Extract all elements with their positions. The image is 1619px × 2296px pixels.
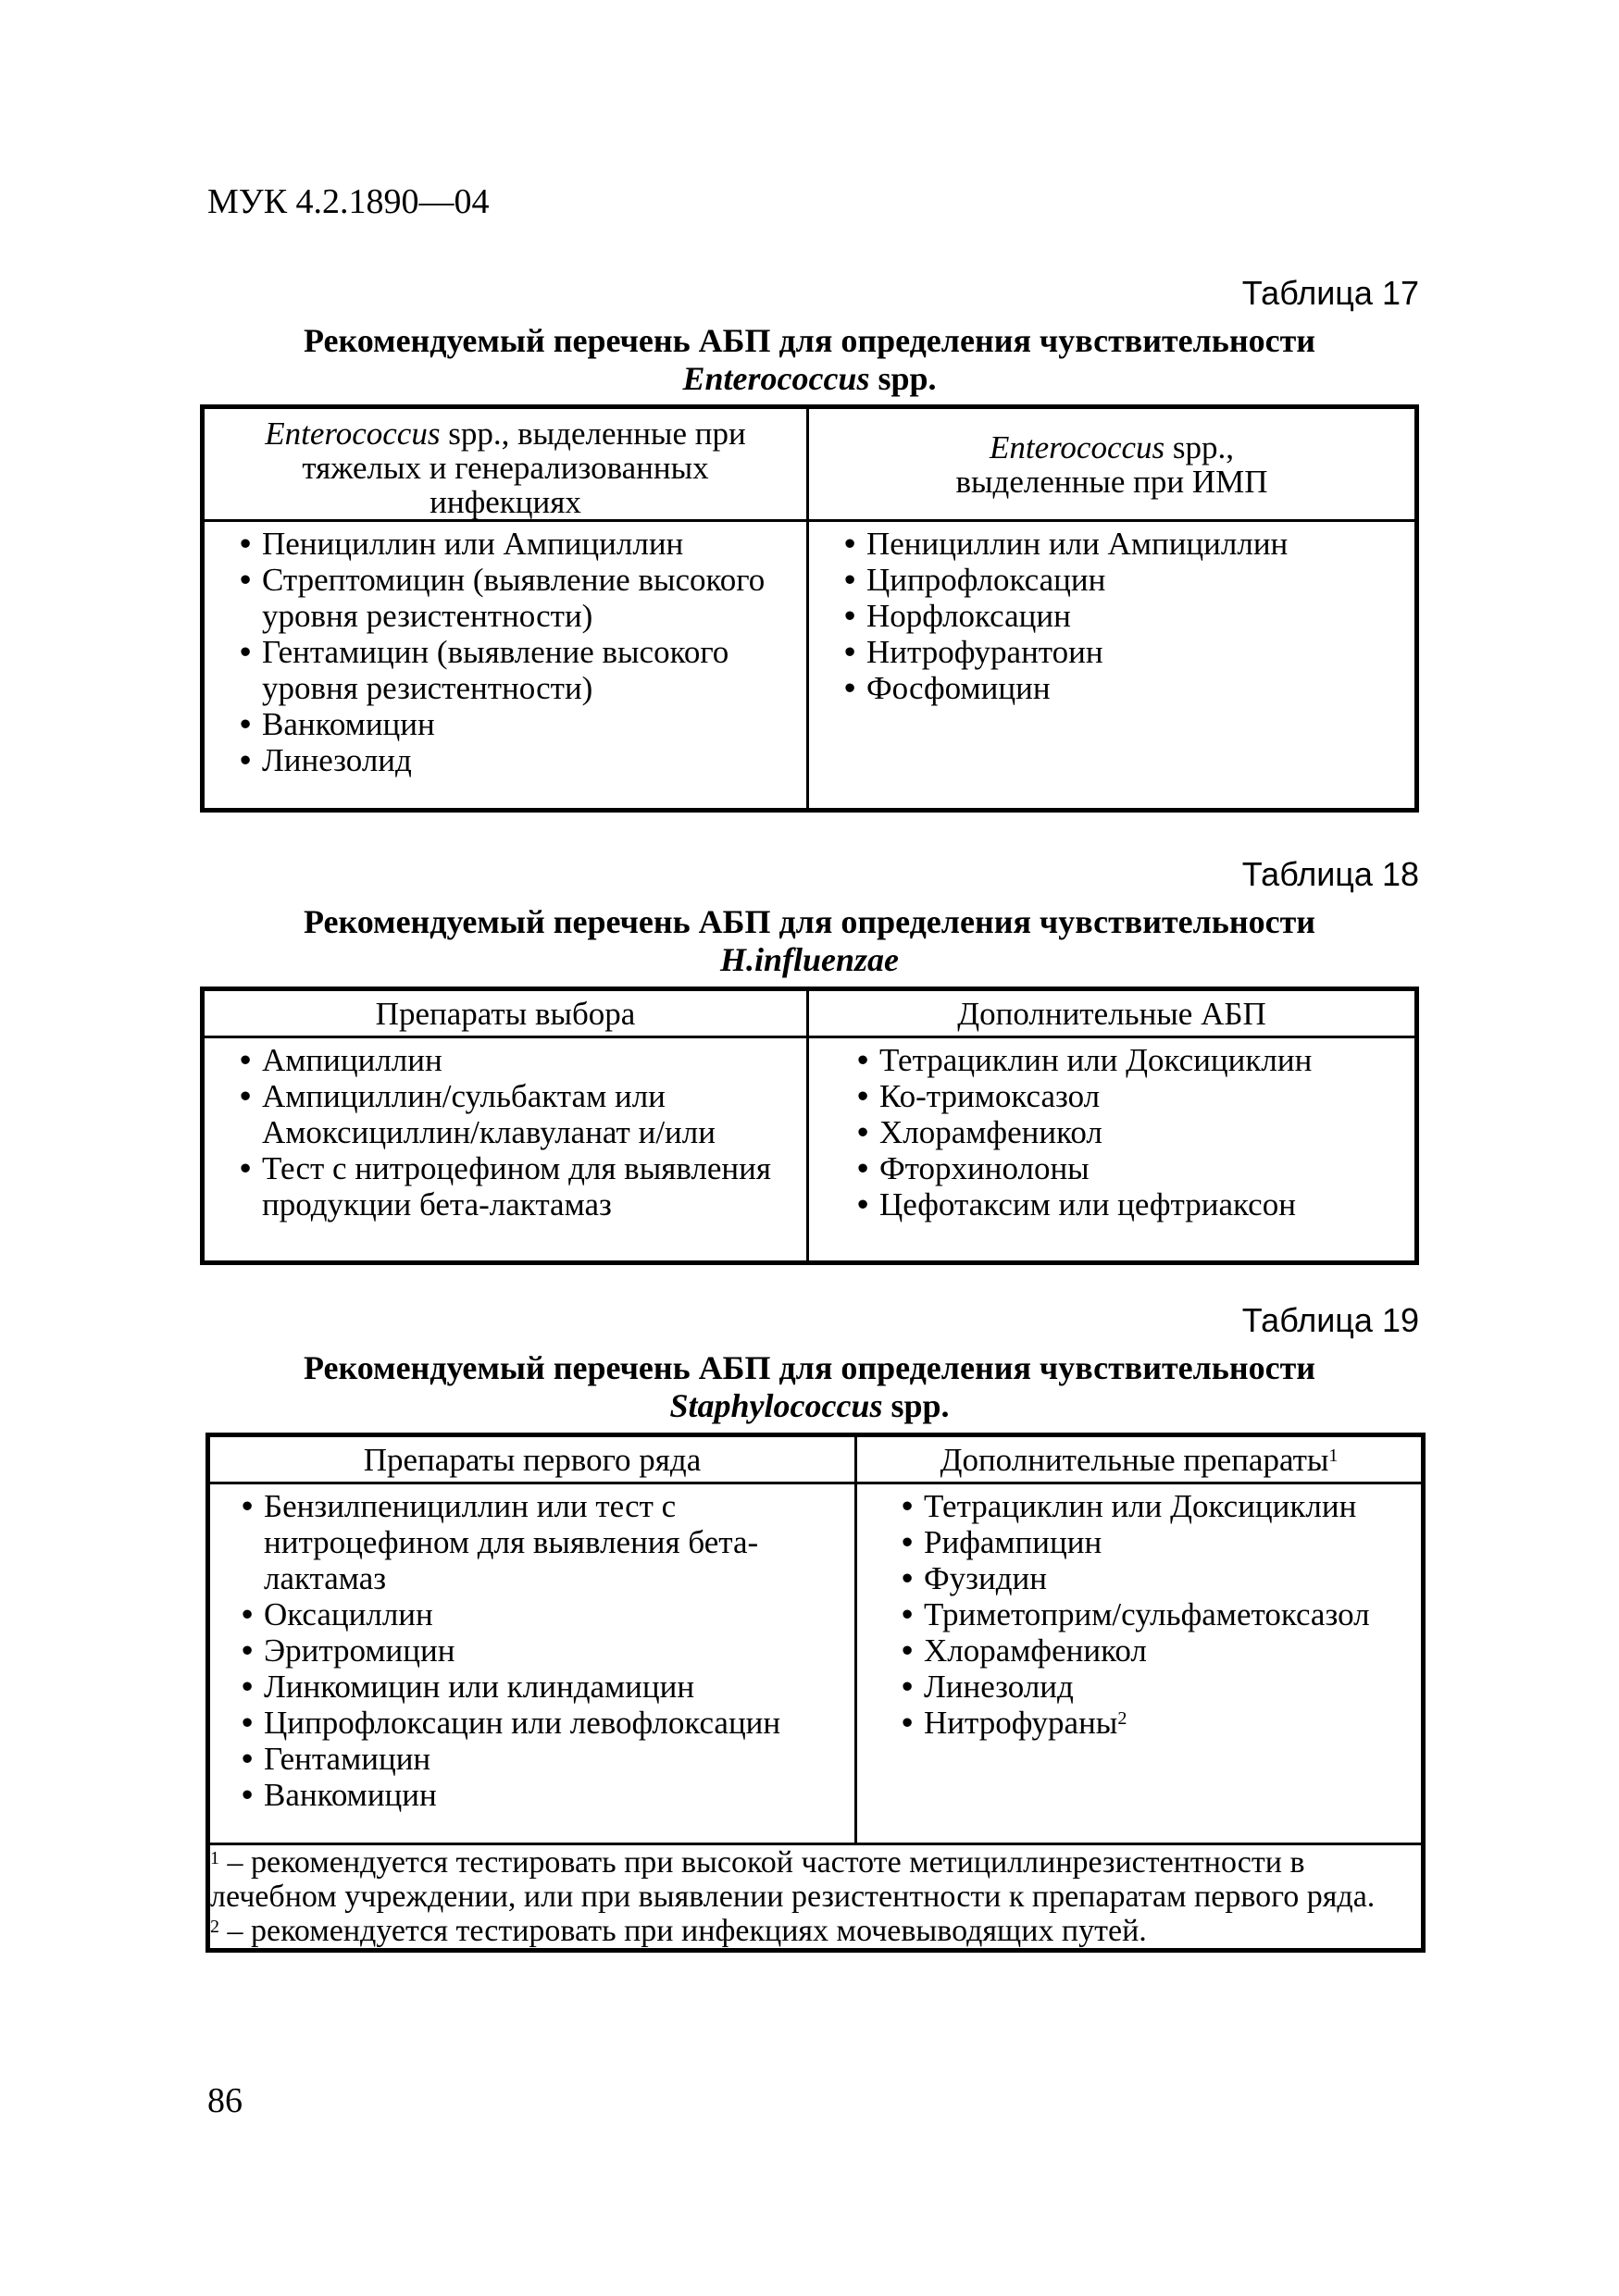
table-18-col2-cell bbox=[808, 1037, 1417, 1263]
footnote-1-text: – рекомендуется тестировать при высокой частоте метициллинрезистентности в лечебном учреждении, или при выявлении резистентности к препаратам первого ряда. bbox=[210, 1845, 1376, 1914]
list-item bbox=[850, 1114, 1401, 1150]
list-item-text: Цефотаксим или цефтриаксон bbox=[879, 1186, 1296, 1222]
list-item-text: Оксациллин bbox=[264, 1596, 433, 1632]
table-19-col2-list bbox=[894, 1488, 1421, 1741]
table-19-title bbox=[0, 1349, 1619, 1425]
list-item-text: Нитрофурантоин bbox=[866, 634, 1103, 670]
list-item-text: Ципрофлоксацин или левофлоксацин bbox=[264, 1705, 781, 1741]
list-item bbox=[234, 1669, 845, 1705]
list-item-text: Нитрофураны bbox=[924, 1705, 1118, 1741]
document-code: МУК 4.2.1890—04 bbox=[207, 182, 490, 221]
list-item bbox=[850, 1150, 1401, 1186]
list-item bbox=[232, 1078, 793, 1150]
table-19-col1-cell bbox=[208, 1483, 856, 1844]
col1-header-rest: spp., выделенные при тяжелых и генерализованных инфекциях bbox=[302, 416, 746, 520]
table-17-col1-cell bbox=[203, 521, 808, 811]
list-item-text: Фузидин bbox=[924, 1560, 1047, 1596]
list-item bbox=[234, 1632, 845, 1669]
list-item-text: Линезолид bbox=[262, 742, 412, 778]
list-item bbox=[894, 1488, 1421, 1524]
list-item-text: Бензилпенициллин или тест с нитроцефином для выявления бета-лактамаз bbox=[264, 1488, 759, 1596]
list-item bbox=[837, 598, 1401, 634]
list-item bbox=[232, 742, 793, 778]
table-18-subtitle-italic: H.influenzae bbox=[719, 941, 900, 978]
list-item-text: Хлорамфеникол bbox=[879, 1114, 1102, 1150]
table-19-subtitle-rest: spp. bbox=[882, 1387, 950, 1424]
footnote-2-mark: 2 bbox=[210, 1917, 219, 1937]
table-17-subtitle bbox=[0, 360, 1619, 398]
footnote-2 bbox=[210, 1914, 1421, 1948]
list-item bbox=[894, 1596, 1421, 1632]
table-18-col2-header: Дополнительные АБП bbox=[808, 989, 1417, 1037]
list-item bbox=[234, 1705, 845, 1741]
list-item-text: Ампициллин bbox=[262, 1042, 442, 1078]
list-item bbox=[232, 1042, 793, 1078]
list-item-text: Гентамицин bbox=[264, 1741, 431, 1777]
table-19-subtitle-italic: Staphylococcus bbox=[669, 1387, 883, 1424]
list-item-text: Пенициллин или Ампициллин bbox=[262, 526, 684, 562]
list-item bbox=[234, 1741, 845, 1777]
table-17-col1-header bbox=[203, 407, 808, 521]
list-item bbox=[232, 562, 793, 634]
list-item-text: Рифампицин bbox=[924, 1524, 1102, 1560]
table-18-col1-list bbox=[232, 1042, 793, 1222]
list-item-text: Ванкомицин bbox=[262, 706, 435, 742]
footnote-1-mark: 1 bbox=[210, 1848, 219, 1868]
table-17 bbox=[200, 404, 1419, 813]
list-item bbox=[232, 526, 793, 562]
table-19-subtitle bbox=[0, 1387, 1619, 1425]
table-17-title bbox=[0, 322, 1619, 398]
table-19 bbox=[205, 1433, 1426, 1953]
table-18-col1-header: Препараты выбора bbox=[203, 989, 808, 1037]
table-19-label: Таблица 19 bbox=[1241, 1301, 1419, 1339]
list-item-text: Фосфомицин bbox=[866, 670, 1051, 706]
list-item-text: Эритромицин bbox=[264, 1632, 455, 1669]
table-19-footnotes bbox=[208, 1844, 1424, 1951]
list-item bbox=[232, 706, 793, 742]
list-item bbox=[837, 670, 1401, 706]
table-18-title bbox=[0, 903, 1619, 979]
list-item-text: Хлорамфеникол bbox=[924, 1632, 1147, 1669]
list-item bbox=[894, 1632, 1421, 1669]
list-item-text: Тест с нитроцефином для выявления продукции бета-лактамаз bbox=[262, 1150, 771, 1222]
page-number: 86 bbox=[207, 2081, 243, 2120]
list-item bbox=[894, 1669, 1421, 1705]
list-item bbox=[234, 1488, 845, 1596]
table-17-col2-list bbox=[837, 526, 1401, 706]
table-18-col1-cell bbox=[203, 1037, 808, 1263]
list-item-text: Триметоприм/сульфаметоксазол bbox=[924, 1596, 1370, 1632]
list-item-text: Стрептомицин (выявление высокого уровня резистентности) bbox=[262, 562, 766, 634]
list-item-text: Ванкомицин bbox=[264, 1777, 437, 1813]
table-19-col1-list bbox=[234, 1488, 845, 1813]
list-item-text: Линкомицин или клиндамицин bbox=[264, 1669, 695, 1705]
table-17-title-text: Рекомендуемый перечень АБП для определения чувствительности bbox=[303, 322, 1315, 359]
table-18-title-text: Рекомендуемый перечень АБП для определения чувствительности bbox=[303, 903, 1315, 940]
table-19-col2-header bbox=[856, 1435, 1424, 1483]
list-item-text: Фторхинолоны bbox=[879, 1150, 1090, 1186]
table-19-col1-header: Препараты первого ряда bbox=[208, 1435, 856, 1483]
table-18-col2-list bbox=[850, 1042, 1401, 1222]
col1-header-italic: Enterococcus bbox=[265, 416, 441, 452]
list-item-text: Ампициллин/сульбактам или Амоксициллин/клавуланат и/или bbox=[262, 1078, 716, 1150]
list-item-text: Линезолид bbox=[924, 1669, 1074, 1705]
list-item bbox=[850, 1078, 1401, 1114]
list-item bbox=[234, 1596, 845, 1632]
list-item bbox=[232, 634, 793, 706]
col2-header-rest: spp., выделенные при ИМП bbox=[955, 428, 1268, 500]
list-item bbox=[894, 1560, 1421, 1596]
footnote-1 bbox=[210, 1845, 1421, 1914]
table-19-col2-cell bbox=[856, 1483, 1424, 1844]
list-item bbox=[234, 1777, 845, 1813]
list-item-text: Гентамицин (выявление высокого уровня резистентности) bbox=[262, 634, 729, 706]
table-18 bbox=[200, 987, 1419, 1265]
col2-header-text: Дополнительные препараты bbox=[940, 1441, 1329, 1478]
table-17-label: Таблица 17 bbox=[1241, 274, 1419, 312]
list-item bbox=[232, 1150, 793, 1222]
list-item bbox=[894, 1705, 1421, 1741]
list-item-text: Пенициллин или Ампициллин bbox=[866, 526, 1289, 562]
col2-header-italic: Enterococcus bbox=[989, 428, 1165, 465]
table-18-label: Таблица 18 bbox=[1241, 855, 1419, 893]
table-17-col2-cell bbox=[808, 521, 1417, 811]
list-item bbox=[837, 526, 1401, 562]
list-item-text: Ципрофлоксацин bbox=[866, 562, 1106, 598]
table-17-subtitle-italic: Enterococcus bbox=[682, 360, 870, 397]
list-item bbox=[837, 634, 1401, 670]
list-item-text: Норфлоксацин bbox=[866, 598, 1071, 634]
table-18-subtitle bbox=[0, 941, 1619, 979]
list-item bbox=[837, 562, 1401, 598]
list-item-text: Тетрациклин или Доксициклин bbox=[924, 1488, 1357, 1524]
list-item-text: Ко-тримоксазол bbox=[879, 1078, 1101, 1114]
footnote-ref-2: 2 bbox=[1117, 1708, 1127, 1729]
table-17-subtitle-rest: spp. bbox=[869, 360, 937, 397]
table-19-title-text: Рекомендуемый перечень АБП для определения чувствительности bbox=[303, 1349, 1315, 1386]
footnote-2-text: – рекомендуется тестировать при инфекциях мочевыводящих путей. bbox=[219, 1914, 1147, 1948]
list-item-text: Тетрациклин или Доксициклин bbox=[879, 1042, 1313, 1078]
list-item bbox=[850, 1042, 1401, 1078]
table-17-col1-list bbox=[232, 526, 793, 778]
table-17-col2-header bbox=[808, 407, 1417, 521]
footnote-ref-1: 1 bbox=[1328, 1445, 1339, 1466]
list-item bbox=[894, 1524, 1421, 1560]
list-item bbox=[850, 1186, 1401, 1222]
